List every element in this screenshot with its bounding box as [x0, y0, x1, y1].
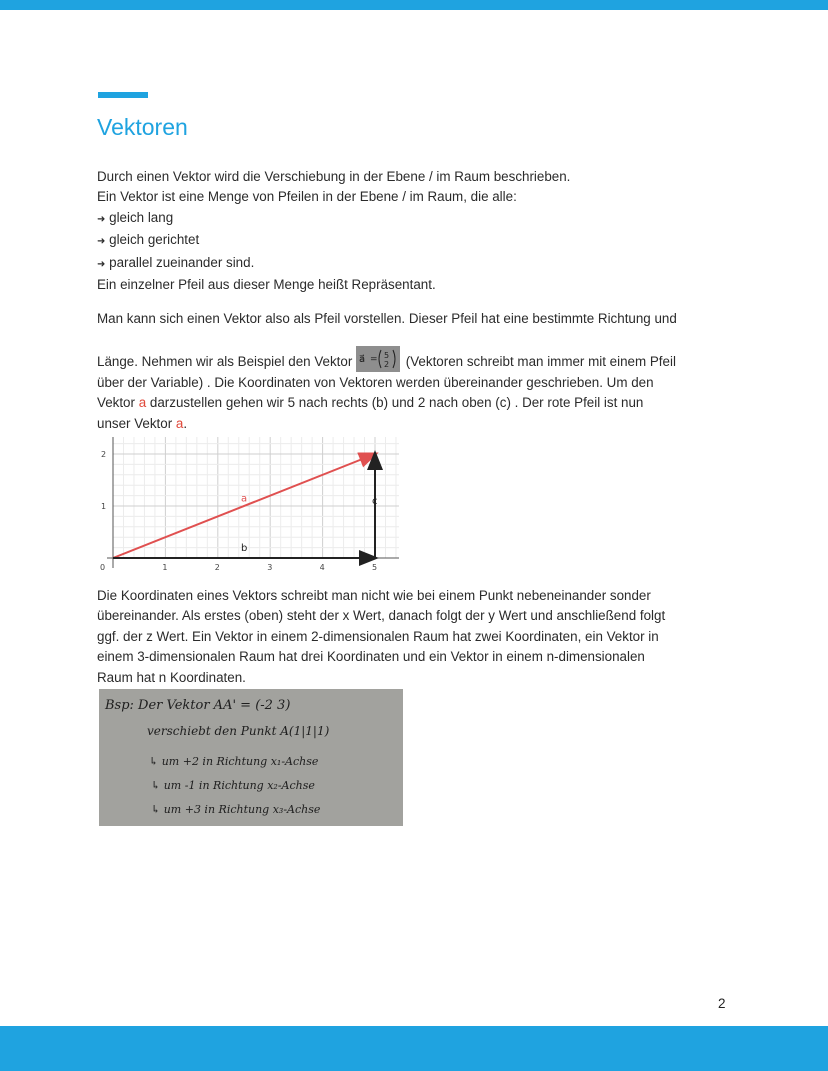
x-tick-label: 5 — [372, 563, 378, 572]
vector-label: a⃗ — [359, 354, 366, 366]
vector-line: über der Variable) . Die Koordinaten von Vektoren werden übereinander geschrieben. Um den — [97, 374, 654, 390]
coord-line: Die Koordinaten eines Vektors schreibt man nicht wie bei einem Punkt nebeneinander sonder — [97, 588, 651, 603]
handwriting-line: ↳ um -1 in Richtung x₂-Achse — [151, 779, 315, 792]
arrow-icon: ➜ — [97, 213, 106, 225]
vector-line: Vektor a darzustellen gehen wir 5 nach rechts (b) und 2 nach oben (c) . Der rote Pfeil ist nun — [97, 395, 644, 411]
handwriting-line: verschiebt den Punkt A(1|1|1) — [147, 724, 330, 738]
bullet-item: ➜ parallel zueinander sind. — [97, 254, 255, 270]
handwriting-line: ↳ um +2 in Richtung x₁-Achse — [149, 755, 319, 768]
intro-paragraph — [97, 167, 737, 295]
vector-bottom: 2 — [384, 360, 390, 370]
x-tick-label: 4 — [319, 563, 325, 572]
intro-line: Ein einzelner Pfeil aus dieser Menge heißt Repräsentant. — [97, 277, 436, 293]
vector-formula-image — [356, 346, 400, 372]
svg-text:=: = — [370, 355, 378, 366]
vector-line: unser Vektor a. — [97, 415, 188, 431]
intro-line: Durch einen Vektor wird die Verschiebung in der Ebene / im Raum beschrieben. — [97, 169, 571, 184]
title-accent-line — [98, 92, 148, 98]
vector-b-label: b — [241, 542, 248, 554]
handwriting-line: Bsp: Der Vektor AA' = (-2 3) — [105, 698, 291, 713]
top-accent-bar — [0, 0, 828, 10]
x-tick-label: 3 — [267, 563, 273, 572]
arrow-icon: ➜ — [97, 258, 106, 270]
coord-line: einem 3-dimensionalen Raum hat drei Koordinaten und ein Vektor in einem n-dimensionalen — [97, 649, 645, 665]
vector-line: Man kann sich einen Vektor also als Pfeil vorstellen. Dieser Pfeil hat eine bestimmte Richtung und — [97, 311, 677, 326]
page-number: 2 — [718, 996, 726, 1011]
vector-top: 5 — [384, 351, 390, 361]
coord-line: Raum hat n Koordinaten. — [97, 669, 246, 685]
handwritten-example-photo — [99, 689, 403, 826]
page-title: Vektoren — [97, 114, 188, 140]
y-tick-label: 1 — [101, 502, 107, 511]
y-tick-label: 2 — [101, 450, 107, 459]
vector-c-label: c — [372, 496, 378, 507]
vector-paragraph — [97, 309, 747, 434]
coord-line: ggf. der z Wert. Ein Vektor in einem 2-dimensionalen Raum hat zwei Koordinaten, ein Vektor in — [97, 628, 659, 644]
intro-line: Ein Vektor ist eine Menge von Pfeilen in der Ebene / im Raum, die alle: — [97, 189, 517, 205]
vector-a-label: a — [241, 493, 248, 505]
x-tick-label: 0 — [100, 563, 106, 572]
x-tick-label: 2 — [214, 563, 220, 572]
bullet-item: ➜ gleich lang — [97, 209, 174, 225]
bullet-item: ➜ gleich gerichtet — [97, 232, 200, 248]
coord-line: übereinander. Als erstes (oben) steht der x Wert, danach folgt der y Wert und anschließend folgt — [97, 608, 666, 624]
bottom-accent-bar — [0, 1026, 828, 1071]
vector-line: Länge. Nehmen wir als Beispiel den Vektor a⃗ = 5 2 (Vektoren schreibt man immer mit einem Pfeil — [97, 346, 747, 372]
handwriting-line: ↳ um +3 in Richtung x₃-Achse — [151, 803, 321, 816]
x-tick-label: 1 — [162, 563, 168, 572]
arrow-icon: ➜ — [97, 236, 106, 248]
coordinates-paragraph — [97, 586, 737, 688]
vector-chart — [97, 433, 399, 579]
